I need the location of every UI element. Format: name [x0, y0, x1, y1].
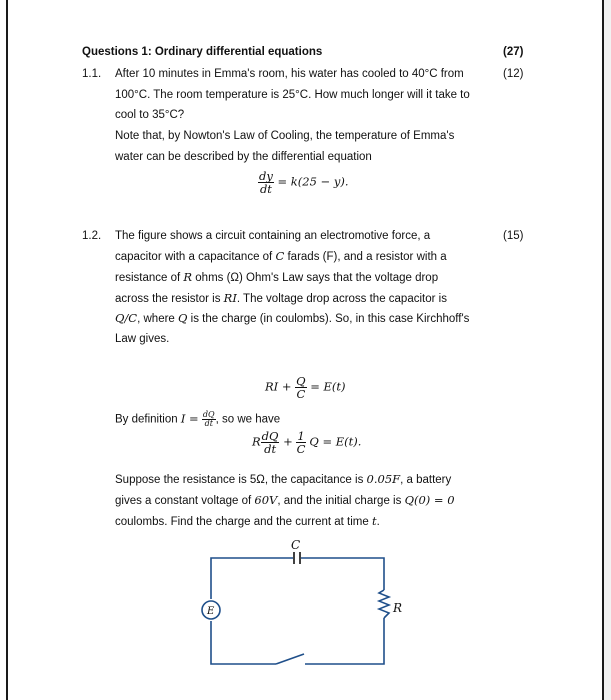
wire-right-lower — [305, 618, 384, 664]
wire-top-right — [301, 558, 384, 590]
q11-line4: Note that, by Nowton's Law of Cooling, the temperature of Emma's — [115, 130, 455, 142]
total-marks: (27) — [503, 46, 524, 58]
q12-number: 1.2. — [82, 230, 102, 242]
charge-equation: R $\frac{dQ}{dt}$ + $\frac{1}{C}$ Q = E(t). — [252, 429, 362, 456]
wire-left-lower — [211, 621, 276, 664]
q11-line1: After 10 minutes in Emma's room, his water has cooled to 40°C from — [115, 68, 464, 80]
suppose-line2: gives a constant voltage of 60V, and the initial charge is Q(0) = 0 — [115, 493, 455, 507]
emf-label: E — [207, 606, 215, 617]
dq-dt-small-fraction: $\frac{dQ}{dt}$ — [202, 410, 215, 428]
resistor-zigzag — [379, 590, 389, 618]
q12-line4: across the resistor is RI. The voltage drop across the capacitor is — [115, 291, 447, 305]
q11-marks: (12) — [503, 68, 524, 80]
q12-marks: (15) — [503, 230, 524, 242]
suppose-line1: Suppose the resistance is 5Ω, the capacitance is 0.05F, a battery — [115, 472, 452, 486]
q11-number: 1.1. — [82, 68, 102, 80]
q12-line1: The figure shows a circuit containing an electromotive force, a — [115, 230, 431, 242]
q11-line2: 100°C. The room temperature is 25°C. How much longer will it take to — [115, 89, 470, 101]
fraction-numerator: dy — [259, 169, 273, 183]
q12-line5: Q/C, where Q is the charge (in coulombs). So, in this case Kirchhoff's — [115, 311, 470, 325]
switch-blade — [276, 654, 304, 664]
wire-top-left — [211, 558, 293, 561]
q12-line2: capacitor with a capacitance of C farads (F), and a resistor with a — [115, 249, 447, 263]
capacitor-label: C — [291, 538, 301, 552]
q12-line3: resistance of R ohms (Ω) Ohm's Law says that the voltage drop — [115, 270, 439, 284]
section-title: Questions 1: Ordinary differential equations — [82, 46, 323, 58]
fraction-denominator: dt — [259, 182, 272, 196]
q11-line3: cool to 35°C? — [115, 109, 185, 121]
q12-line6: Law gives. — [115, 333, 170, 345]
q11-line5: water can be described by the differential equation — [115, 151, 372, 163]
equation-rhs: = k(25 − y). — [277, 174, 349, 189]
resistor-label: R — [393, 601, 403, 615]
suppose-line3: coulombs. Find the charge and the current at time t. — [115, 514, 380, 528]
definition-line: By definition I = $\frac{dQ}{dt}$ , so we have — [115, 410, 281, 428]
q-over-c-fraction: $\frac{Q}{C}$ — [296, 374, 306, 401]
kirchhoff-equation: RI + $\frac{Q}{C}$ = E(t) — [265, 374, 346, 401]
